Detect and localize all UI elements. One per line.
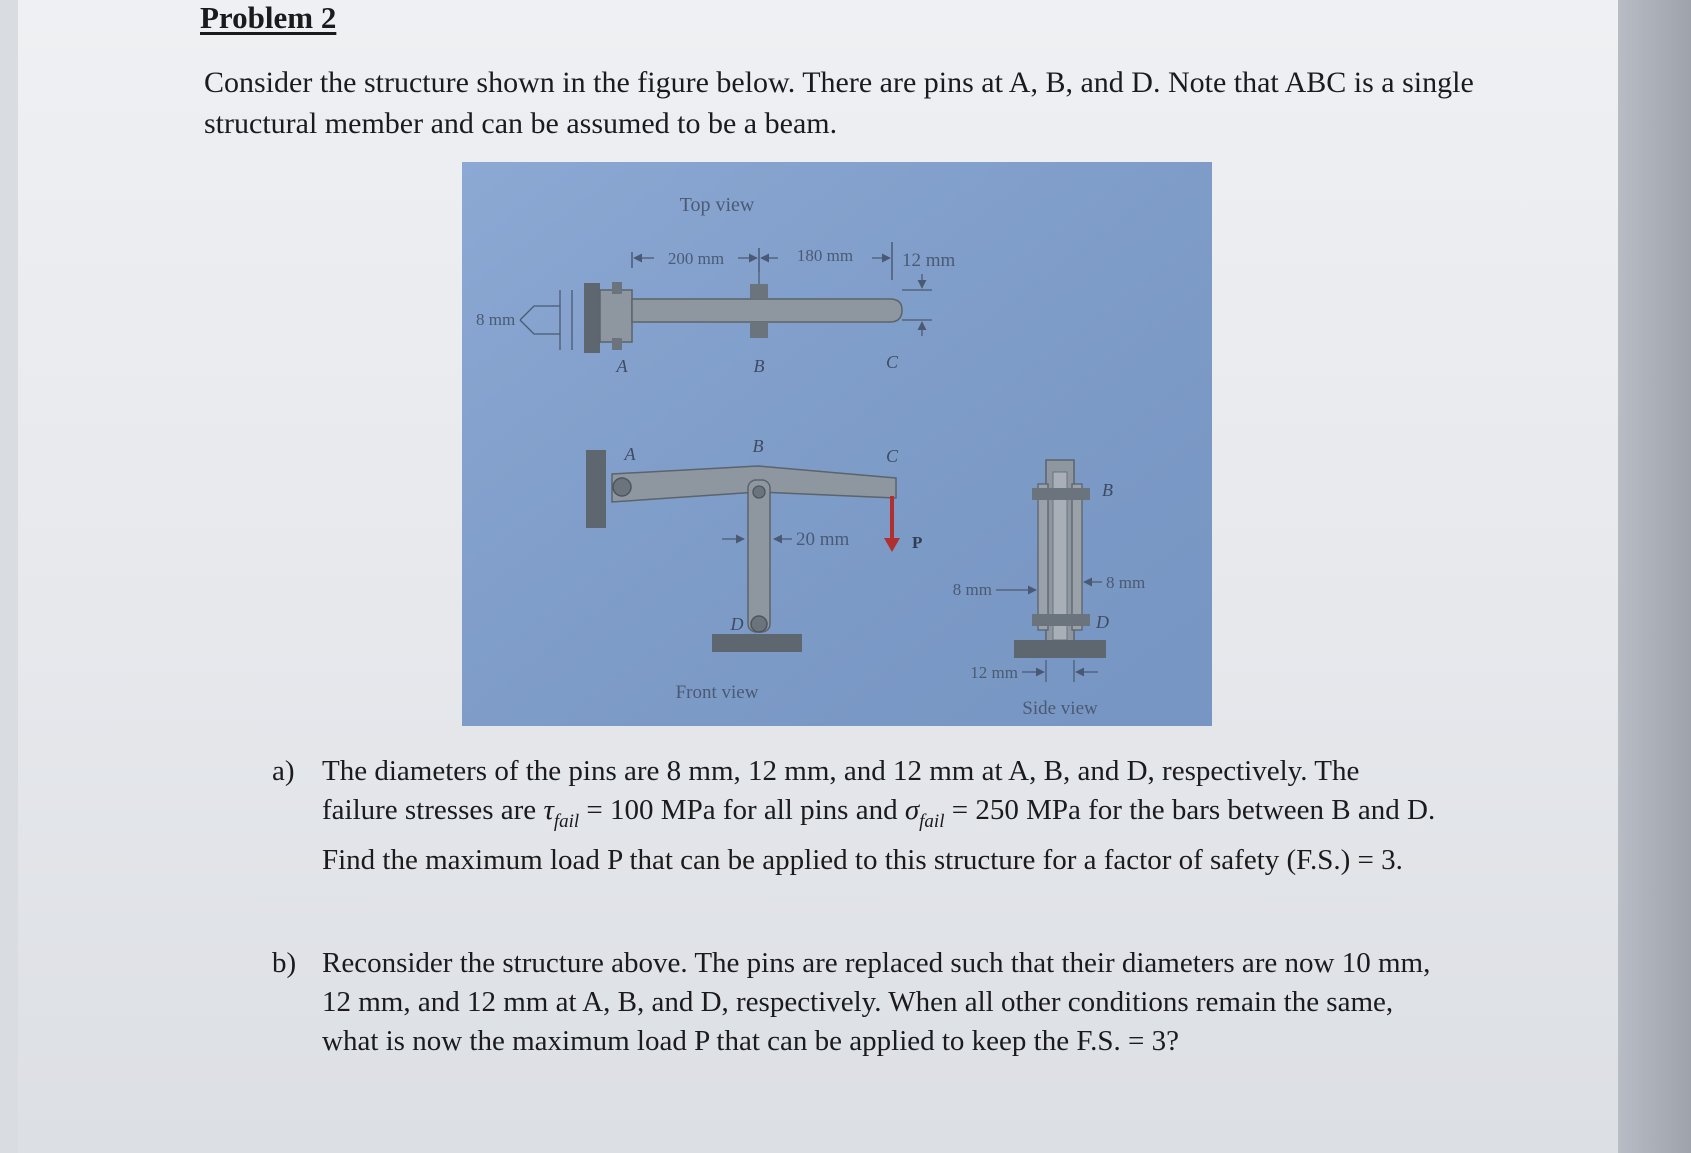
top-view-caption: Top view — [679, 194, 755, 216]
dim-180mm: 180 mm — [796, 246, 854, 265]
front-bar-bd — [748, 480, 770, 632]
top-label-b: B — [753, 356, 765, 376]
front-pin-b — [753, 486, 765, 498]
front-wall — [586, 450, 606, 528]
top-label-a: A — [616, 356, 628, 376]
dim-200mm: 200 mm — [667, 249, 725, 268]
tau-symbol: τ — [543, 794, 554, 826]
problem-intro: Consider the structure shown in the figure below. There are pins at A, B, and D. Note that ABC is a single structural member and can be assumed to be a beam. — [204, 66, 1474, 140]
front-label-b: B — [752, 436, 764, 456]
top-label-c: C — [885, 352, 899, 372]
part-a-text: The diameters of the pins are 8 mm, 12 mm, and 12 mm at A, B, and D, respectively. The failure stresses are $\tau_{fail} = 100$ MPa for all pins and $\sigma_{fail} = 250$ MPa for the bars between B and D. Find the maximum load P that can be applied to this structure for a factor of safety (F.S.) = 3. — [322, 755, 1436, 876]
front-label-d: D — [730, 614, 744, 634]
screen-bezel — [1618, 0, 1691, 1153]
load-label-p: P — [912, 533, 923, 552]
top-pin-b-lower — [750, 322, 768, 338]
front-pin-d — [751, 616, 767, 632]
front-pin-a — [613, 478, 631, 496]
problem-title: Problem 2 — [200, 0, 337, 35]
front-ground — [712, 634, 802, 652]
dim-8mm-top: 8 mm — [476, 310, 516, 329]
front-label-c: C — [885, 446, 899, 466]
side-view-caption: Side view — [1022, 698, 1098, 719]
part-b-marker: b) — [272, 947, 297, 979]
side-pin-d — [1032, 614, 1090, 626]
top-wall — [584, 283, 600, 353]
side-ground — [1014, 640, 1106, 658]
question-part-a — [272, 752, 1442, 880]
front-view-caption: Front view — [675, 682, 759, 703]
dim-20mm: 20 mm — [796, 529, 850, 550]
top-pin-b-upper — [750, 284, 768, 298]
side-bar-left — [1038, 484, 1048, 630]
sigma-symbol: σ — [904, 794, 920, 826]
part-b-text: Reconsider the structure above. The pins are replaced such that their diameters are now 10 mm, 12 mm, and 12 mm at A, B, and D, respectively. When all other conditions remain the same, what is now the maximum load P that can be applied to keep the F.S. = 3? — [322, 947, 1431, 1057]
top-clevis-a — [600, 290, 632, 342]
side-dim-8mm-right: 8 mm — [1106, 573, 1146, 592]
sigma-subscript: fail — [919, 811, 945, 832]
tau-subscript: fail — [553, 811, 580, 832]
side-label-d: D — [1096, 612, 1109, 632]
structure-figure — [462, 162, 1212, 726]
side-pin-b — [1032, 488, 1090, 500]
dim-12mm-top: 12 mm — [902, 250, 956, 271]
side-dim-8mm-left: 8 mm — [952, 580, 992, 599]
side-bar-right — [1072, 484, 1082, 630]
question-part-b — [272, 944, 1442, 1061]
side-label-b: B — [1102, 480, 1113, 500]
front-label-a: A — [624, 444, 636, 464]
top-beam-abc — [632, 299, 902, 322]
side-dim-12mm: 12 mm — [970, 663, 1018, 682]
part-a-marker: a) — [272, 755, 295, 787]
